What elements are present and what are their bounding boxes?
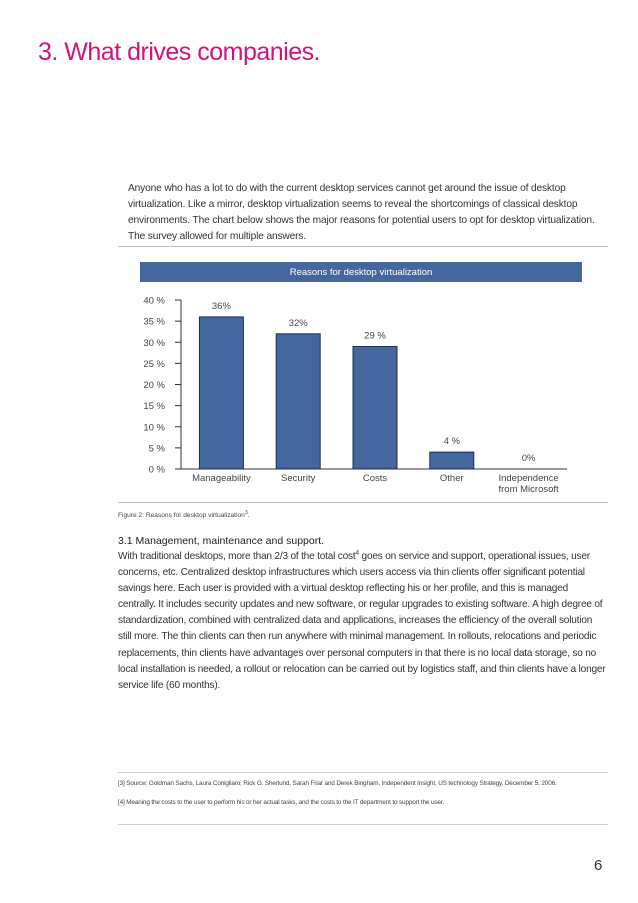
x-tick-label: Security <box>281 473 316 484</box>
x-tick-label: Manageability <box>192 473 251 484</box>
y-tick-label: 30 % <box>143 337 165 349</box>
y-tick-label: 20 % <box>143 380 165 391</box>
x-tick-label: Other <box>439 473 464 484</box>
footnote-4: [4] Meaning the costs to the user to perform his or her actual tasks, and the costs to the IT department to support the user. <box>118 799 445 806</box>
body-paragraph <box>118 549 608 694</box>
x-tick-label: Costs <box>362 473 388 484</box>
section-title: 3. What drives companies. <box>38 38 321 66</box>
footnote-3: [3] Source: Goldman Sachs, Laura Conigliaro, Rick G. Sherlund, Sarah Friar and Derek Bingham, Independent Insight, US technology Strategy, December 5, 2006. <box>118 780 557 787</box>
page-number: 6 <box>594 857 603 874</box>
intro-paragraph: Anyone who has a lot to do with the current desktop services cannot get around the issue of desktop virtualization. Like a mirror, desktop virtualization seems to reveal the shortcomings of classical desktop environments. The chart below shows the major reasons for potential users to opt for desktop virtualization. The survey allowed for multiple answers. <box>128 183 595 242</box>
data-label: 4 % <box>443 436 460 448</box>
footnote-ref: 4 <box>355 549 359 557</box>
y-tick-label: 10 % <box>143 422 165 434</box>
divider <box>118 502 608 503</box>
body-text-part1: With traditional desktops, more than 2/3 of the total cost <box>118 551 356 562</box>
bar <box>430 452 474 469</box>
chart-title: Reasons for desktop virtualization <box>289 266 433 278</box>
subsection-heading: 3.1 Management, maintenance and support. <box>118 535 325 547</box>
footnote-divider <box>118 824 608 825</box>
bar <box>199 317 243 469</box>
data-label: 36% <box>211 300 231 312</box>
data-label: 29 % <box>364 330 386 342</box>
bar <box>353 346 397 469</box>
figure-caption: Figure 2: Reasons for desktop virtualization$^3$. <box>118 510 250 520</box>
y-tick-label: 40 % <box>143 295 165 307</box>
data-label: 32% <box>288 317 308 329</box>
x-tick-label: from Microsoft <box>498 484 559 495</box>
y-tick-label: 0 % <box>148 464 165 476</box>
figure-caption-ref: 3 <box>244 510 248 516</box>
y-tick-label: 25 % <box>143 358 165 370</box>
y-tick-label: 35 % <box>143 316 165 328</box>
body-text-part2: goes on service and support, operational issues, user concerns, etc. Centralized desktop infrastructures which users access via thin clients offer significant potential savings here. Each user is provided with a virtual desktop reflecting his or her profile, and this is managed centrally. It includes security updates and new software, or regular upgrades to existing software. A high degree of standardization, combined with centralized data and applications, increases the efficiency of the overall solution still more. The thin clients can then run anywhere with minimal management. In rollouts, relocations and periodic replacements, thin clients have advantages over personal computers in that there is no local data storage, so no local installation is needed, a rollout or relocation can be carried out by logistics staff, and thin clients have a longer service life (60 months). <box>118 551 606 691</box>
y-tick-label: 5 % <box>148 443 165 455</box>
data-label: 0% <box>521 453 536 464</box>
y-tick-label: 15 % <box>143 401 165 413</box>
bar <box>276 334 320 469</box>
x-tick-label: Independence <box>498 473 559 484</box>
figure-caption-text: Figure 2: Reasons for desktop virtualization <box>118 512 245 520</box>
footnote-divider <box>118 772 608 773</box>
